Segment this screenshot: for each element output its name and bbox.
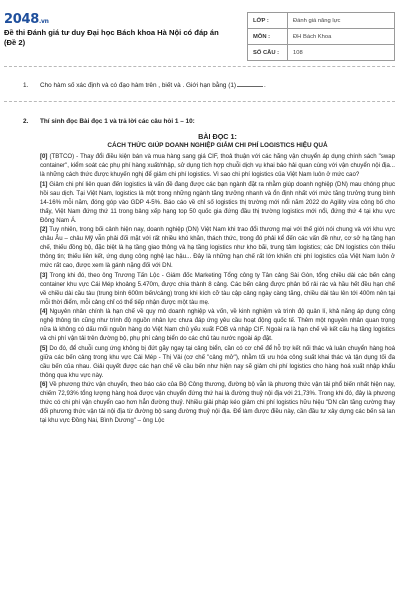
- paragraph-number: [6]: [40, 381, 48, 388]
- question-1: [23, 82, 266, 89]
- question-text-end: .: [264, 82, 266, 89]
- info-value: Đánh giá năng lực: [288, 13, 395, 29]
- divider: [4, 101, 395, 102]
- question-2: [23, 118, 195, 125]
- info-label: SỐ CÂU :: [248, 45, 288, 61]
- question-text: Cho hàm số xác định và có đạo hàm trên , biết và . Giới hạn bằng (1): [40, 82, 237, 89]
- paragraph-number: [1]: [40, 180, 48, 188]
- paragraph-text: Trong khi đó, theo ông Trương Tấn Lộc - Giám đốc Marketing Tổng công ty Tân cảng Sài Gòn, tổng chiều dài các bến cảng container khu vực Cái Mép khoảng 5.470m, được chia thành 8 cảng. Các bến cảng được phân bố rải rác và hầu hết đều hạn chế về chiều dài cầu tàu (trung bình 600m bến/cảng) trong khi kích cỡ tàu cập cảng ngày càng tăng, chiều dài tàu lên tới 400m nên tại mỗi thời điểm, mỗi cảng chỉ có thể tiếp nhận được một tàu mẹ.: [40, 271, 395, 306]
- paragraph-0: [40, 152, 395, 179]
- info-value: ĐH Bách Khoa: [288, 29, 395, 45]
- paragraph-text: Do đó, để chuỗi cung ứng không bị đứt gãy ngay tại cảng biển, cần có cơ chế để hỗ trợ kết nối thác và luân chuyển hàng hoá giữa các bến cảng trong khu vực Cái Mép - Thị Vải (cơ chế "cảng mở"), nhằm tối ưu hóa công suất khai thác và tận dụng tối đa cầu bến của nhau. Giải quyết được các hạn chế về cầu bến như hiện nay sẽ giảm chi phí logistics cho hàng hoá xuất nhập khẩu thông qua khu vực này.: [40, 344, 395, 379]
- paragraph-number: [0]: [40, 153, 48, 160]
- divider: [4, 66, 395, 67]
- paragraph-text: Nguyên nhân chính là hạn chế về quy mô doanh nghiệp và vốn, về kinh nghiệm và trình độ quản lí, khả năng áp dụng công nghệ thông tin cũng như trình độ nguồn nhân lực chưa đáp ứng yêu cầu hoạt động quốc tế. Thêm một nguyên nhân quan trọng nữa là không có dấu mối nguồn hàng do Việt Nam chủ yếu xuất FOB và nhập CIF. Ngoài ra là hạn chế về kết cấu hạ tầng logistics và chi phí vận tải trên đường bộ, phụ phí cảng biển do các chủ tàu nước ngoài áp đặt.: [40, 308, 395, 342]
- paragraph-number: [4]: [40, 308, 48, 315]
- question-number: 1.: [23, 82, 29, 89]
- passage-title: BÀI ĐỌC 1:: [198, 132, 237, 141]
- paragraph-text: (TBTCO) - Thay đổi điều kiện bán và mua hàng sang giá CIF, thoả thuận với các hãng vận chuyển áp dụng chính sách "swap container", kiểm soát các phụ phí hàng xuất/nhập, sử dụng tích hợp chuỗi dịch vụ khai báo hải quan cùng với vận chuyển nội địa... là những cách thức được khuyến nghị để giảm chi phí logistics. Vì sao chi phí logistics của Việt Nam luôn ở mức cao?: [40, 153, 395, 178]
- info-label: LỚP :: [248, 13, 288, 29]
- document-header: [0, 0, 400, 64]
- paragraph-number: [2]: [40, 226, 48, 233]
- info-row-subject: [248, 29, 395, 45]
- paragraph-number: [3]: [40, 271, 48, 279]
- paragraph-text: Tuy nhiên, trong bối cảnh hiện nay, doanh nghiệp (DN) Việt Nam khi trao đổi thương mại với thế giới nói chung và với khu vực châu Âu – châu Mỹ vẫn phải đối mặt với rất nhiều khó khăn, thách thức, trong đó phải kể đến các vấn đề như, cơ sở hạ tầng hạn chế, thiếu đồng bộ, đặc biệt là hạ tầng giao thông và hạ tầng logistics như kho bãi, trung tâm logistics; các DN logistics còn thiếu thông tin; thiếu liên kết, ứng dụng công nghệ lạc hậu... Đây là những hạn chế rất lớn khiến chi phí logistics của Việt Nam luôn ở mức rất cao, được xem là gánh nặng đối với DN.: [40, 226, 395, 269]
- question-text: Thí sinh đọc Bài đọc 1 và trả lời các câu hỏi 1 – 10:: [40, 118, 195, 125]
- paragraph-6: [40, 380, 395, 425]
- paragraph-3: [40, 271, 395, 307]
- answer-blank[interactable]: [237, 86, 263, 87]
- info-label: MÔN :: [248, 29, 288, 45]
- reading-passage: [40, 132, 395, 426]
- info-row-class: [248, 13, 395, 29]
- paragraph-4: [40, 307, 395, 343]
- info-value: 108: [288, 45, 395, 61]
- paragraph-text: Giảm chi phí liên quan đến logistics là vấn đề đang được các bạn ngành đặt ra nhằm giúp doanh nghiệp (DN) mau chóng phục hồi sau dịch. Tại Việt Nam, logistics là một trong những ngành tăng trưởng nhanh và ổn định nhất với mức tăng trưởng trung bình 14-16% mỗi năm, đóng góp vào GDP 4-5%. Báo cáo về chỉ số logistics thị trường mới nổi năm 2022 do Agility vừa công bố cho thấy, Việt Nam đứng thứ 11 trong bảng xếp hạng top 50 quốc gia đứng đầu thị trường logistics mới nổi, đứng thứ 4 tại khu vực Đông Nam Á.: [40, 180, 395, 224]
- logo-suffix: .vn: [38, 18, 49, 25]
- exam-info-table: [247, 12, 395, 61]
- site-logo[interactable]: [4, 12, 49, 27]
- question-number: 2.: [23, 118, 29, 125]
- paragraph-1: [40, 180, 395, 225]
- paragraph-5: [40, 344, 395, 380]
- logo-main: 2048: [4, 12, 39, 27]
- paragraph-text: Về phương thức vận chuyển, theo báo cáo của Bộ Công thương, đường bộ vẫn là phương thức vận tải phổ biến nhất hiện nay, chiếm 72,93% tổng lượng hàng hoá được vận chuyển đứng thứ hai là đường thuỷ nội địa với 21,73%. Trong khi đó, đây là phương thức có chi phí vận chuyển cao hơn hẳn đường thuỷ. Nhiều giải pháp kéo giảm chi phí logistics hữu hiệu "DN cần tăng cường thay đổi phương thức vận tải nội địa từ đường bộ sang đường thuỷ nội địa. Để làm được điều này, cần đầu tư xây dựng các bến sà lan tại khu vực Đồng Nai, Bình Dương" – ông Lộc: [40, 381, 395, 424]
- passage-subtitle: CÁCH THỨC GIÚP DOANH NGHIỆP GIẢM CHI PHÍ LOGISTICS HIỆU QUẢ: [107, 142, 328, 149]
- info-row-count: [248, 45, 395, 61]
- exam-title: Đề thi Đánh giá tư duy Đại học Bách khoa Hà Nội có đáp án (Đề 2): [4, 28, 219, 47]
- paragraph-number: [5]: [40, 344, 48, 352]
- paragraph-2: [40, 225, 395, 270]
